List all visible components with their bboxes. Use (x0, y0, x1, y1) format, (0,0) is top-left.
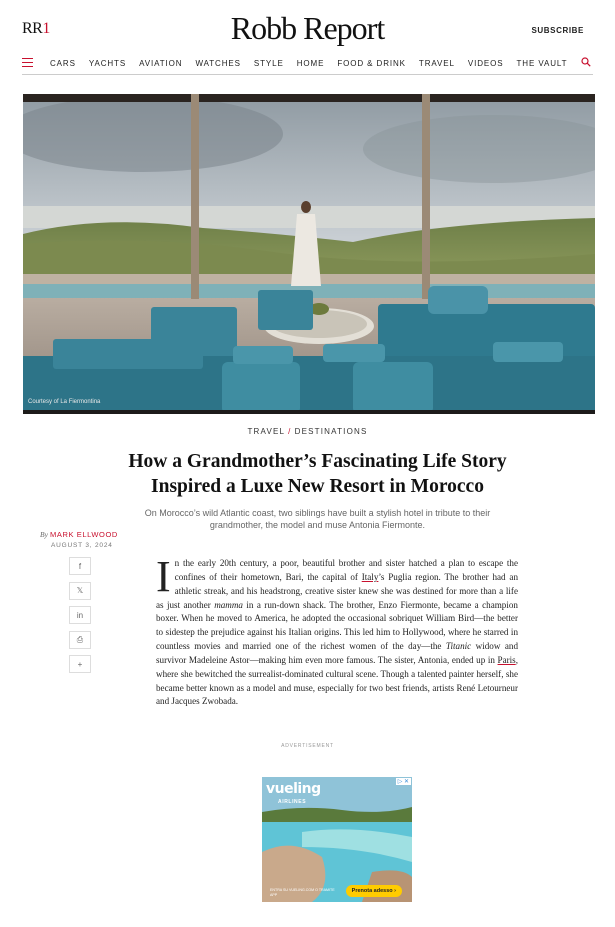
body-text: , where she bewitched the surrealist-dominated cultural scene. Though a talented painter herself, she became better known as a model and muse, especially for two best friends, artists René Letourneur and Jacques Zwobada. (156, 654, 518, 707)
byline-by: By (40, 530, 48, 539)
body-text: ’s Puglia region. The brother had an athletic streak, and his headstrong, creative sister knew she was destined for more than a life as just another (156, 571, 518, 610)
subscribe-link[interactable]: SUBSCRIBE (531, 26, 584, 35)
logo-mark-letters: RR (22, 20, 43, 37)
advertisement-label: ADVERTISEMENT (281, 743, 334, 749)
vueling-ad[interactable] (262, 777, 412, 902)
byline (40, 530, 118, 539)
nav-item-style[interactable]: STYLE (253, 59, 284, 68)
ad-cta-button[interactable]: Prenota adesso › (346, 885, 402, 897)
photo-credit: Courtesy of La Fiermontina (28, 399, 101, 405)
more-share-icon[interactable]: + (69, 655, 91, 673)
brand-logo[interactable]: Robb Report (230, 10, 385, 46)
nav-item-food-drink[interactable]: FOOD & DRINK (337, 59, 406, 68)
breadcrumb-section[interactable]: TRAVEL (247, 427, 286, 436)
linkedin-share-icon[interactable]: in (69, 606, 91, 624)
nav-item-home[interactable]: HOME (296, 59, 325, 68)
share-bar (69, 557, 91, 680)
article-dek: On Morocco’s wild Atlantic coast, two siblings have built a stylish hotel in tribute to their grandmother, the model and muse Antonia Fiermonte. (144, 508, 491, 530)
menu-icon[interactable] (22, 58, 33, 67)
ad-close-icon[interactable]: ▷ ✕ (397, 779, 409, 785)
body-text: n the early 20th century, a poor, beautiful brother and sister hatched a plan to escape the confines of their hometown, Bari, the capital of (174, 558, 518, 582)
breadcrumb (0, 427, 615, 436)
nav-item-videos[interactable]: VIDEOS (467, 59, 504, 68)
nav-item-the-vault[interactable]: THE VAULT (516, 59, 568, 68)
body-italic: mamma (214, 599, 243, 610)
body-text: in a run-down shack. The brother, Enzo Fiermonte, became a champion boxer. When he moved to America, he adopted the occasional sobriquet William Bird—the better to sidestep the prejudice against his Italian origins. This led him to Hollywood, where he starred in countless movies and married one of the richest women of the day—the (156, 599, 518, 652)
publish-date: AUGUST 3, 2024 (51, 542, 113, 549)
article-body (156, 552, 518, 709)
paris-link[interactable]: Paris (497, 654, 516, 665)
x-share-icon[interactable]: 𝕏 (69, 582, 91, 600)
nav-item-cars[interactable]: CARS (50, 59, 76, 68)
drop-cap: I (156, 552, 171, 601)
italy-link[interactable]: Italy (361, 571, 379, 582)
main-nav (22, 55, 593, 75)
nav-item-travel[interactable]: TRAVEL (418, 59, 455, 68)
body-italic: Titanic (445, 641, 472, 652)
author-link[interactable]: MARK ELLWOOD (50, 530, 118, 539)
article-headline: How a Grandmother’s Fascinating Life Story Inspired a Luxe New Resort in Morocco (128, 451, 507, 497)
hero-image (23, 94, 595, 414)
ad-subtitle: AIRLINES (278, 799, 307, 805)
nav-item-yachts[interactable]: YACHTS (88, 59, 127, 68)
nav-list (50, 59, 580, 68)
breadcrumb-subsection[interactable]: DESTINATIONS (294, 427, 368, 436)
logo-mark-number: 1 (42, 20, 50, 37)
nav-item-aviation[interactable]: AVIATION (139, 59, 183, 68)
search-icon[interactable] (581, 57, 591, 67)
nav-item-watches[interactable]: WATCHES (195, 59, 241, 68)
body-text: widow and survivor Madeleine Astor—making him even more famous. The sister, Antonia, ended up in (156, 641, 518, 665)
ad-fine-print: ENTRA SU VUELING.COM O TRAMITE APP (270, 888, 335, 897)
breadcrumb-separator: / (288, 427, 292, 436)
ad-brand: vueling (266, 781, 321, 797)
print-icon[interactable]: ⎙ (69, 631, 91, 649)
facebook-share-icon[interactable]: f (69, 557, 91, 575)
